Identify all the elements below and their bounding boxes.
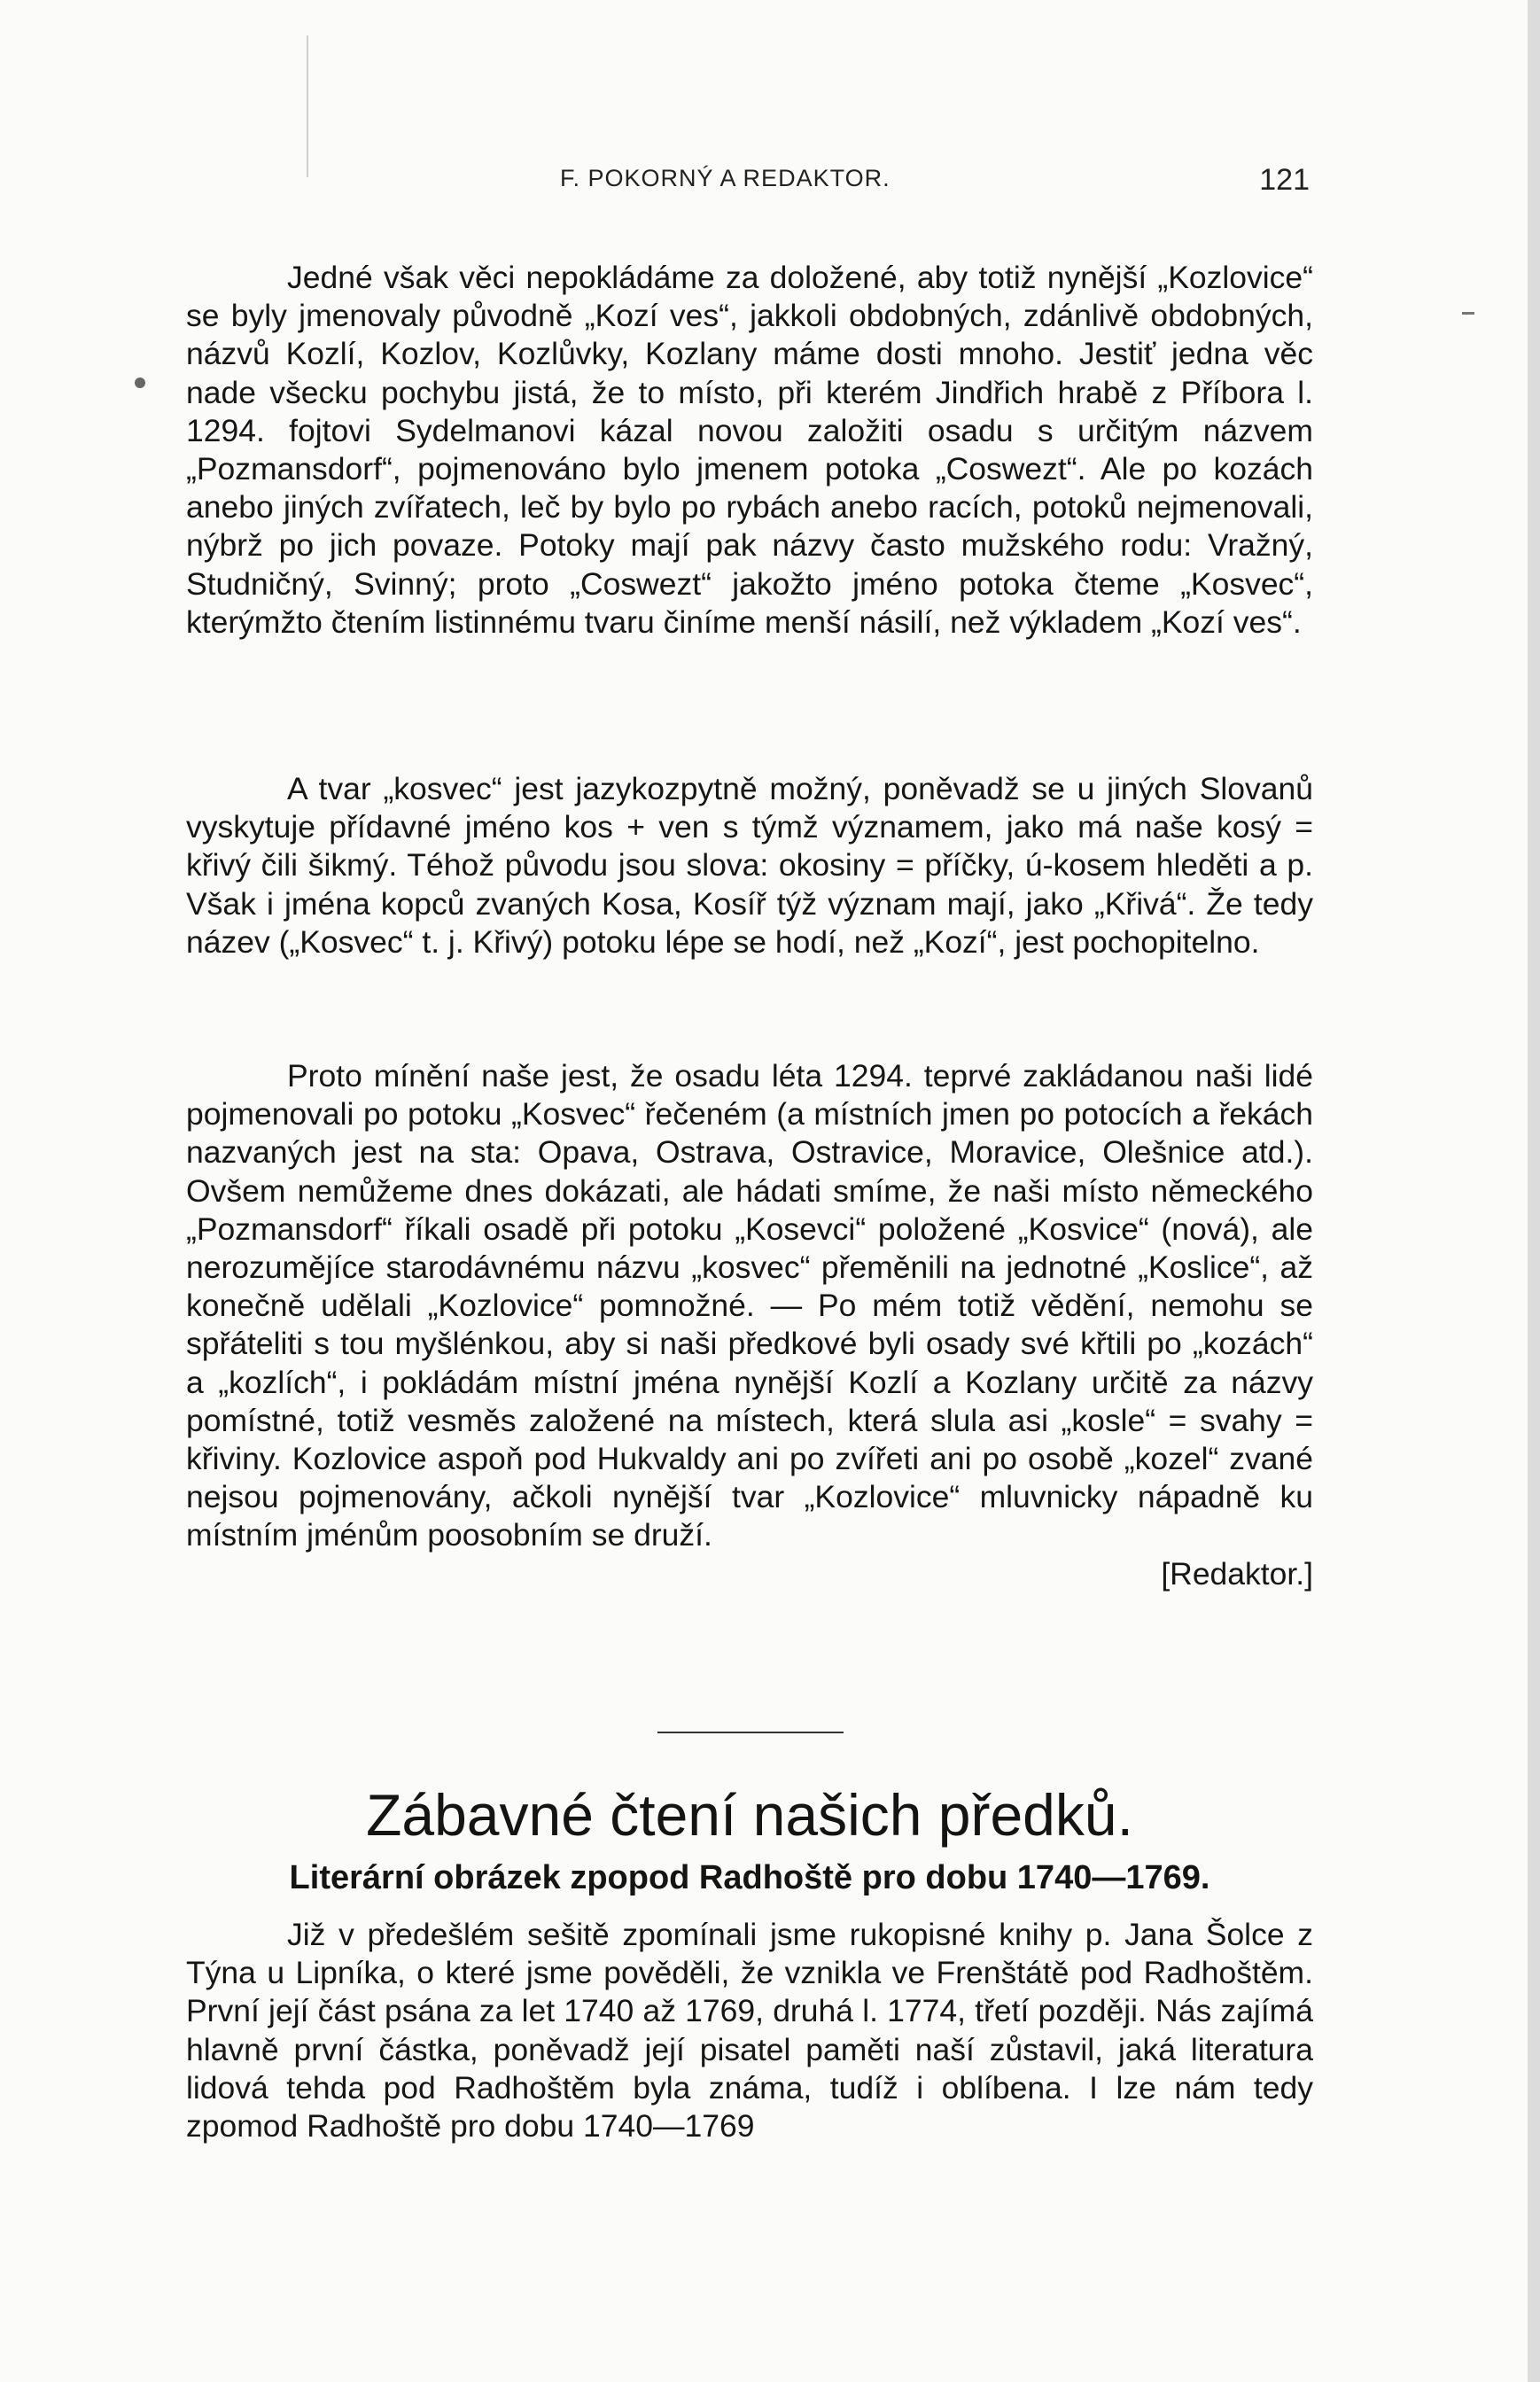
margin-dot-mark	[135, 378, 145, 388]
paragraph-1: Jedné však věci nepokládáme za doložené, aby totiž nynější „Kozlovice“ se byly jmenovaly původně „Kozí ves“, jakkoli obdobných, zdánlivě obdobných, názvů Kozlí, Kozlov, Kozlůvky, Kozlany máme dosti mnoho. Jestiť jedna věc nade všecku pochybu jistá, že to místo, při kterém Jindřich hrabě z Příbora l. 1294. fojtovi Sydelmanovi kázal novou založiti osadu s určitým názvem „Pozmansdorf“, pojmenováno bylo jmenem potoka „Coswezt“. Ale po kozách anebo jiných zvířatech, leč by bylo po rybách anebo racích, potoků nejmenovali, nýbrž po jich povaze. Potoky mají pak názvy často mužského rodu: Vražný, Studničný, Svinný; proto „Coswezt“ jakožto jméno potoka čteme „Kosvec“, kterýmžto čtením listinnému tvaru činíme menší násilí, než výkladem „Kozí ves“.	[186, 260, 1313, 640]
margin-mark	[307, 35, 308, 177]
page-edge	[1528, 0, 1540, 2382]
margin-dash-mark	[1462, 312, 1474, 315]
running-header	[560, 165, 1310, 200]
running-head-text: F. POKORNÝ A REDAKTOR.	[560, 165, 891, 191]
body-text-block-2	[186, 770, 1313, 961]
body-text-block-4	[186, 1916, 1313, 2145]
paragraph-2: A tvar „kosvec“ jest jazykozpytně možný, poněvadž se u jiných Slovanů vyskytuje přídavné jméno kos + ven s týmž významem, jako má naše kosý = křivý čili šikmý. Téhož původu jsou slova: okosiny = příčky, ú-kosem hleděti a p. Však i jména kopců zvaných Kosa, Kosíř týž význam mají, jako „Křivá“. Že tedy název („Kosvec“ t. j. Křivý) potoku lépe se hodí, než „Kozí“, jest pochopitelno.	[186, 771, 1313, 960]
paragraph-4: Již v předešlém sešitě zpomínali jsme rukopisné knihy p. Jana Šolce z Týna u Lipníka, o které jsme pověděli, že vznikla ve Frenštátě pod Radhoštěm. První její část psána za let 1740 až 1769, druhá l. 1774, třetí později. Nás zajímá hlavně první částka, poněvadž její pisatel paměti naší zůstavil, jaká literatura lidová tehda pod Radhoštěm byla známa, tudíž i oblíbena. I lze nám tedy zpomod Radhoště pro dobu 1740—1769	[186, 1917, 1313, 2145]
article-subtitle: Literární obrázek zpopod Radhoště pro dobu 1740—1769.	[289, 1859, 1210, 1896]
paragraph-3: Proto mínění naše jest, že osadu léta 1294. teprvé zakládanou naši lidé pojmenovali po potoku „Kosvec“ řečeném (a místních jmen po potocích a řekách nazvaných jest na sta: Opava, Ostrava, Ostravice, Moravice, Olešnice atd.). Ovšem nemůžeme dnes dokázati, ale hádati smíme, že naši místo německého „Pozmansdorf“ říkali osadě při potoku „Kosevci“ položené „Kosvice“ (nová), ale nerozumějíce starodávnému názvu „kosvec“ přeměnili na jednotné „Koslice“, až konečně udělali „Kozlovice“ pomnožné. — Po mém totiž vědění, nemohu se spřáteliti s tou myšlénkou, aby si naši předkové byli osady své křtili po „kozách“ a „kozlích“, i pokládám místní jména nynější Kozlí a Kozlany určitě za názvy pomístné, totiž vesměs založené na místech, která slula asi „kosle“ = svahy = křiviny. Kozlovice aspoň pod Hukvaldy ani po zvířeti ani po osobě „kozel“ zvané nejsou pojmenovány, ačkoli nynější tvar „Kozlovice“ mluvnicky nápadně ku místním jménům poosobním se druží.	[186, 1058, 1313, 1553]
body-text-block-1	[186, 259, 1313, 642]
article-title: Zábavné čtení našich předků.	[366, 1782, 1133, 1848]
page-number: 121	[1259, 163, 1310, 197]
signature: [Redaktor.]	[1161, 1555, 1313, 1592]
body-text-block-3	[186, 1057, 1313, 1593]
section-divider	[657, 1732, 844, 1733]
